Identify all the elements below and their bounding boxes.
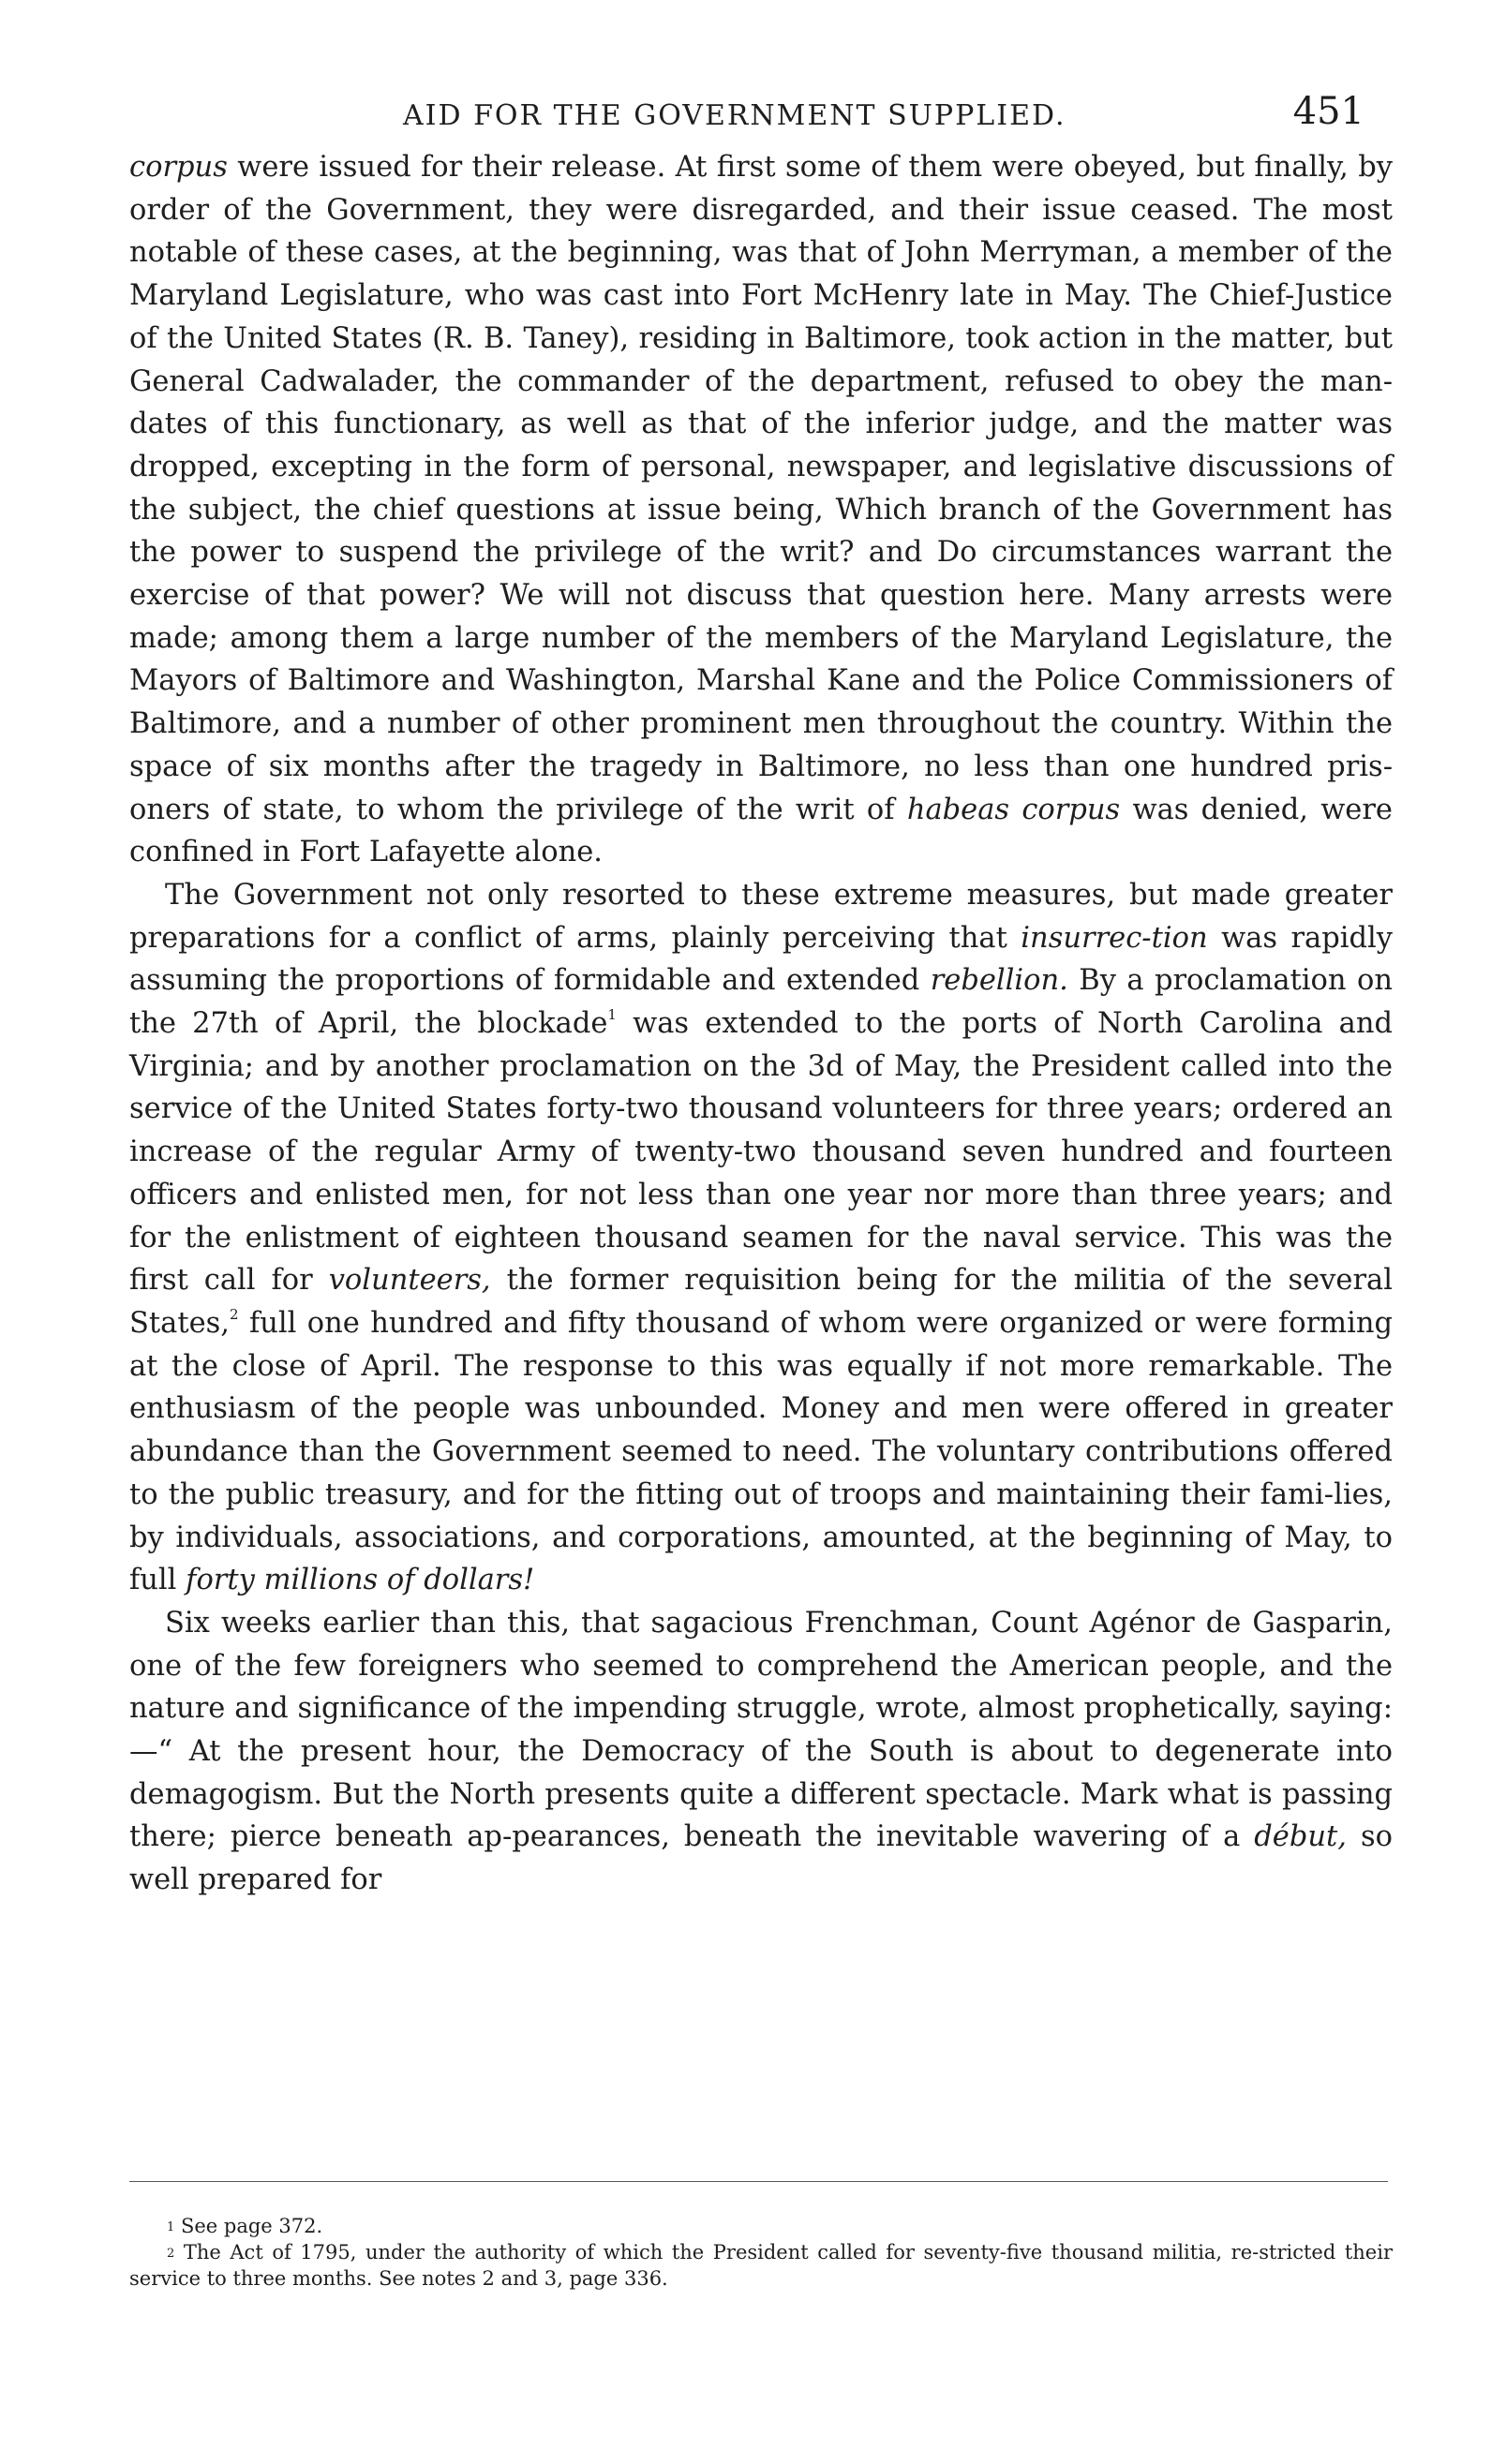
footnote-divider xyxy=(129,2181,1388,2182)
paragraph-2-text-d: was extended to the ports of North Carolina and Virginia; and by another proclamation on the 3d of May, the President called into the service of the United States forty-two thousand volunteers for three years; ordered an increase of the regular Army of twenty-two thousand seven hundred and fourteen officers and enlisted men, for not less than one year nor more than three years; and for the enlistment of eighteen thousand seamen for the naval service. This was the first call for xyxy=(129,1007,1393,1298)
main-text xyxy=(129,146,1393,1902)
paragraph-1-text-end: was denied, were confined in Fort Lafayette alone. xyxy=(129,793,1393,869)
paragraph-2-text-a: The Government not only resorted to these extreme measures, but made greater preparations for a conflict of arms, plainly perceiving that xyxy=(129,878,1393,955)
paragraph-2 xyxy=(129,874,1393,1602)
italic-habeas-corpus: habeas corpus xyxy=(906,793,1121,826)
footnote-ref-2[interactable]: 2 xyxy=(230,1305,239,1323)
italic-volunteers: volunteers, xyxy=(328,1264,491,1298)
page-number: 451 xyxy=(1292,90,1364,133)
page-header xyxy=(129,90,1393,146)
footnote-2-mark: 2 xyxy=(167,2247,175,2261)
footnote-1-mark: 1 xyxy=(167,2220,175,2234)
paragraph-3 xyxy=(129,1602,1393,1902)
footnote-2 xyxy=(129,2239,1393,2292)
book-page xyxy=(129,90,1393,2290)
running-head: AID FOR THE GOVERNMENT SUPPLIED. xyxy=(403,99,1066,132)
footnote-1-text: See page 372. xyxy=(180,2215,323,2237)
paragraph-1-text: were issued for their release. At first some of them were obeyed, but finally, by order of the Government, they were disregarded, and their issue ceased. The most notable of these cases, at the beginning, was that of John Merryman, a member of the Maryland Legislature, who was cast into Fort McHenry late in May. The Chief-Justice of the United States (R. B. Taney), residing in Baltimore, took action in the matter, but General Cadwalader, the commander of the department, refused to obey the man-dates of this functionary, as well as that of the inferior judge, and the matter was dropped, excepting in the form of personal, newspaper, and legislative discussions of the subject, the chief questions at issue being, Which branch of the Government has the power to suspend the privilege of the writ? and Do circumstances warrant the exercise of that power? We will not discuss that question here. Many arrests were made; among them a large number of the members of the Maryland Legislature, the Mayors of Baltimore and Washington, Marshal Kane and the Police Commissioners of Baltimore, and a number of other prominent men throughout the country. Within the space of six months after the tragedy in Baltimore, no less than one hundred pris-oners of state, to whom the privilege of the writ of xyxy=(129,151,1393,826)
paragraph-3-text: Six weeks earlier than this, that sagacious Frenchman, Count Agénor de Gasparin, one of the few foreigners who seemed to comprehend the American people, and the nature and significance of the impending struggle, wrote, almost prophetically, saying:—“ At the present hour, the Democracy of the South is about to degenerate into demagogism. But the North presents quite a different spectacle. Mark what is passing there; pierce beneath ap-pearances, beneath the inevitable wavering of a xyxy=(129,1606,1393,1854)
paragraph-2-text-f: full one hundred and fifty thousand of whom were organized or were forming at the close of April. The response to this was equally if not more remarkable. The enthusiasm of the people was unbounded. Money and men were offered in greater abundance than the Government seemed to need. The voluntary contributions offered to the public treasury, and for the fitting out of troops and maintaining their fami-lies, by individuals, associations, and corporations, amounted, at the beginning of May, to full xyxy=(129,1306,1393,1597)
italic-forty-millions: forty millions of dollars! xyxy=(186,1564,535,1597)
paragraph-3-text-end: so well prepared for xyxy=(129,1820,1393,1897)
paragraph-2-text-b: was rapidly assuming the proportions of formidable and extended xyxy=(129,921,1393,998)
footnote-1 xyxy=(129,2213,1393,2239)
paragraph-1 xyxy=(129,146,1393,874)
italic-corpus: corpus xyxy=(129,151,228,184)
footnote-ref-1[interactable]: 1 xyxy=(607,1006,617,1024)
italic-rebellion: rebellion. xyxy=(930,964,1068,998)
italic-debut: début, xyxy=(1254,1820,1347,1854)
footnotes xyxy=(129,2213,1393,2292)
paragraph-2-text-e: the former requisition being for the militia of the several States, xyxy=(129,1264,1393,1340)
paragraph-2-text-c: By a proclamation on the 27th of April, the blockade xyxy=(129,964,1393,1041)
italic-insurrection: insurrec-tion xyxy=(1021,921,1208,955)
footnote-2-text: The Act of 1795, under the authority of which the President called for seventy-five thousand militia, re-stricted their service to three months. See notes 2 and 3, page 336. xyxy=(129,2241,1393,2290)
